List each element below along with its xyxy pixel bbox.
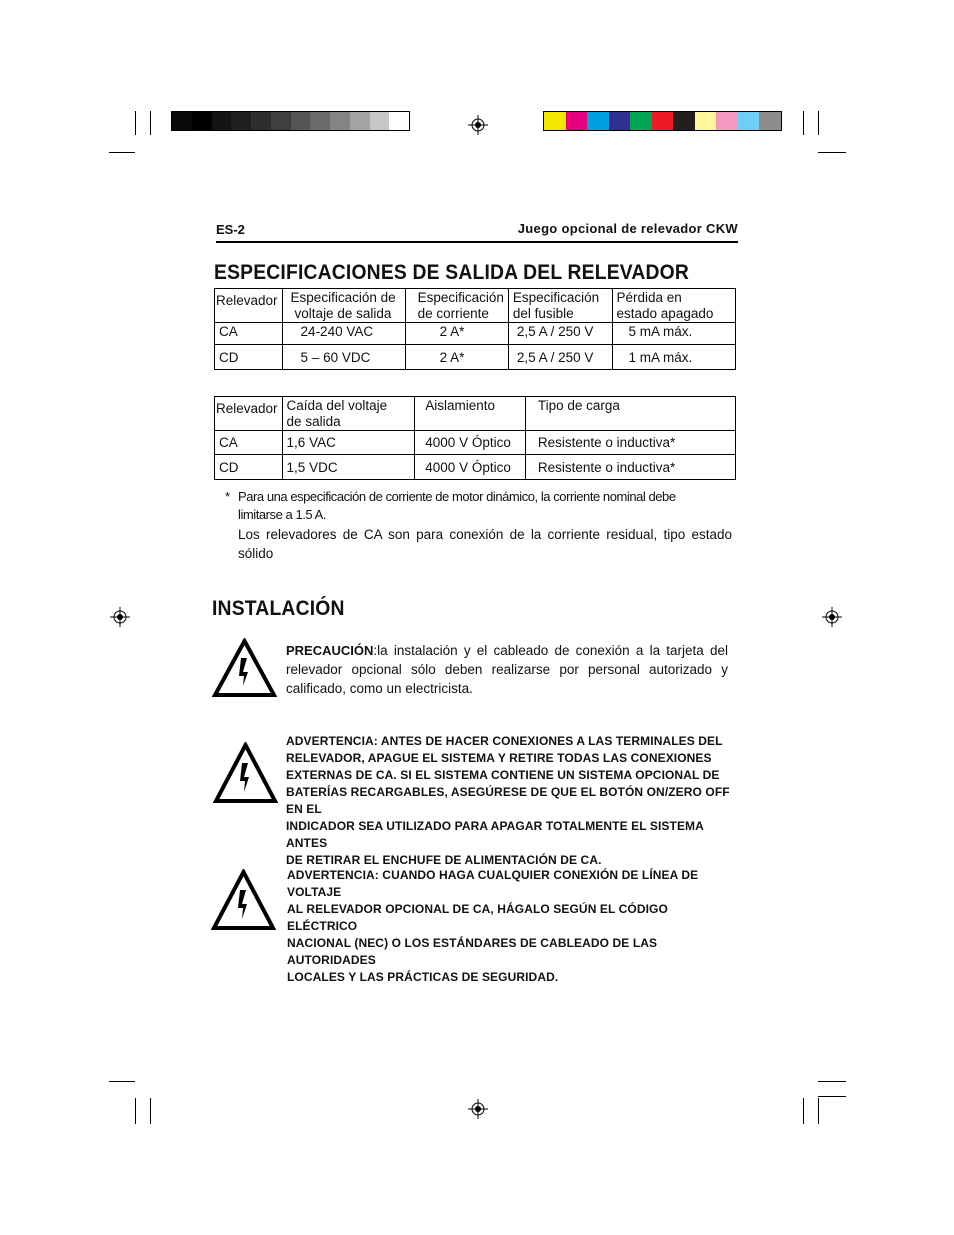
- crop-mark: [109, 152, 135, 153]
- warning-line: ADVERTENCIA: ANTES DE HACER CONEXIONES A LAS TERMINALES DEL: [286, 734, 723, 748]
- crop-mark: [109, 1081, 135, 1082]
- warning-line: ADVERTENCIA: CUANDO HAGA CUALQUIER CONEXIÓN DE LÍNEA DE VOLTAJE: [287, 868, 699, 899]
- color-swatch: [271, 112, 291, 130]
- color-swatch: [172, 112, 192, 130]
- header-rule: [216, 241, 738, 243]
- table-header-cell: Especificación de voltaje de salida: [282, 289, 405, 323]
- warning-line: LOCALES Y LAS PRÁCTICAS DE SEGURIDAD.: [287, 970, 559, 984]
- color-swatch: [566, 112, 588, 130]
- caution-label: PRECAUCIÓN: [286, 643, 374, 658]
- running-title: Juego opcional de relevador CKW: [517, 221, 738, 236]
- color-swatch: [587, 112, 609, 130]
- table-header-row: [215, 289, 736, 323]
- warning-line: AL RELEVADOR OPCIONAL DE CA, HÁGALO SEGÚN EL CÓDIGO ELÉCTRICO: [287, 902, 668, 933]
- table-cell: 24-240 VAC: [282, 323, 405, 345]
- table-cell: Resistente o inductiva*: [525, 431, 735, 455]
- color-swatch: [695, 112, 717, 130]
- output-spec-table: [214, 288, 736, 370]
- color-swatch: [212, 112, 232, 130]
- table-cell: CA: [215, 323, 283, 345]
- table-cell: CD: [215, 345, 283, 370]
- table-cell: 4000 V Óptico: [415, 455, 526, 480]
- gray-swatch-row: [172, 112, 409, 130]
- color-swatch: [716, 112, 738, 130]
- note-line: sólido: [238, 546, 274, 561]
- color-swatch: [652, 112, 674, 130]
- crop-mark: [150, 1098, 151, 1124]
- color-swatch: [330, 112, 350, 130]
- footnote-marker: *: [225, 489, 231, 504]
- crop-mark: [818, 152, 846, 153]
- section-title-output-specs: ESPECIFICACIONES DE SALIDA DEL RELEVADOR: [214, 261, 690, 284]
- table-cell: 5 mA máx.: [612, 323, 735, 345]
- color-swatch: [738, 112, 760, 130]
- color-calibration-bar: [543, 111, 782, 131]
- table-header-cell: Pérdida en estado apagado: [612, 289, 735, 323]
- table-cell: Resistente o inductiva*: [525, 455, 735, 480]
- crop-mark: [150, 111, 151, 135]
- caution-line: relevador opcional sólo deben realizarse por personal autorizado y: [286, 662, 728, 677]
- table-header-cell: Aislamiento: [415, 397, 526, 431]
- table-cell: 4000 V Óptico: [415, 431, 526, 455]
- color-swatch: [759, 112, 781, 130]
- crop-mark: [818, 1096, 846, 1097]
- warning-line: EXTERNAS DE CA. SI EL SISTEMA CONTIENE UN SISTEMA OPCIONAL DE: [286, 768, 720, 782]
- table-cell: 1 mA máx.: [612, 345, 735, 370]
- note-line: Los relevadores de CA son para conexión de la corriente residual, tipo estado: [238, 527, 732, 542]
- footnote-line: Para una especificación de corriente de motor dinámico, la corriente nominal debe: [238, 489, 676, 504]
- table-header-cell: Especificación del fusible: [508, 289, 612, 323]
- page-number: ES-2: [216, 222, 245, 237]
- crop-mark: [135, 111, 136, 135]
- registration-mark-icon: [110, 607, 130, 627]
- color-swatch: [544, 112, 566, 130]
- color-swatch: [673, 112, 695, 130]
- electrical-hazard-icon: [211, 869, 276, 931]
- caution-line: calificado, como un electricista.: [286, 681, 473, 696]
- electrical-hazard-icon: [213, 742, 278, 804]
- caution-line: PRECAUCIÓN:la instalación y el cableado de conexión a la tarjeta del: [286, 643, 728, 658]
- drop-isolation-table: [214, 396, 736, 480]
- crop-mark: [803, 111, 804, 135]
- crop-mark: [818, 1081, 846, 1082]
- warning-line: RELEVADOR, APAGUE EL SISTEMA Y RETIRE TODAS LAS CONEXIONES: [286, 751, 712, 765]
- color-swatch: [370, 112, 390, 130]
- warning-line: BATERÍAS RECARGABLES, ASEGÚRESE DE QUE EL BOTÓN ON/ZERO OFF EN EL: [286, 785, 730, 816]
- warning-text: [286, 733, 738, 869]
- table-cell: 2,5 A / 250 V: [508, 345, 612, 370]
- ca-relay-note: [238, 525, 732, 563]
- color-swatch: [609, 112, 631, 130]
- table-cell: CA: [215, 431, 283, 455]
- crop-mark: [818, 111, 819, 135]
- table-header-cell: Caída del voltaje de salida: [282, 397, 415, 431]
- table-cell: 1,6 VAC: [282, 431, 415, 455]
- table-header-row: [215, 397, 736, 431]
- table-header-cell: Especificación de corriente: [405, 289, 508, 323]
- crop-mark: [818, 1098, 819, 1124]
- crop-mark: [803, 1098, 804, 1124]
- color-swatch: [350, 112, 370, 130]
- table-header-cell: Relevador: [215, 289, 283, 323]
- color-swatch: [291, 112, 311, 130]
- table-cell: 2 A*: [405, 323, 508, 345]
- registration-mark-icon: [822, 607, 842, 627]
- table-cell: 2 A*: [405, 345, 508, 370]
- table-header-cell: Relevador: [215, 397, 283, 431]
- registration-mark-icon: [468, 115, 488, 135]
- warning-line: DE RETIRAR EL ENCHUFE DE ALIMENTACIÓN DE CA.: [286, 853, 602, 867]
- color-swatch: [310, 112, 330, 130]
- table-cell: 2,5 A / 250 V: [508, 323, 612, 345]
- crop-mark: [135, 1098, 136, 1124]
- color-swatch: [251, 112, 271, 130]
- caution-text: [286, 641, 728, 698]
- warning-line: NACIONAL (NEC) O LOS ESTÁNDARES DE CABLEADO DE LAS AUTORIDADES: [287, 936, 658, 967]
- color-swatch: [630, 112, 652, 130]
- color-swatch: [389, 112, 409, 130]
- table-row: [215, 323, 736, 345]
- warning-line: INDICADOR SEA UTILIZADO PARA APAGAR TOTALMENTE EL SISTEMA ANTES: [286, 819, 704, 850]
- warning-text: [287, 867, 739, 986]
- table-row: [215, 455, 736, 480]
- table-row: [215, 431, 736, 455]
- table-cell: 5 – 60 VDC: [282, 345, 405, 370]
- color-swatch: [231, 112, 251, 130]
- table-cell: 1,5 VDC: [282, 455, 415, 480]
- footnote-text: [238, 488, 738, 524]
- section-title-installation: INSTALACIÓN: [212, 597, 345, 620]
- registration-mark-icon: [468, 1099, 488, 1119]
- footnote-line: limitarse a 1.5 A.: [238, 507, 326, 522]
- table-header-cell: Tipo de carga: [525, 397, 735, 431]
- electrical-hazard-icon: [212, 638, 277, 698]
- table-cell: CD: [215, 455, 283, 480]
- table-row: [215, 345, 736, 370]
- color-swatch: [192, 112, 212, 130]
